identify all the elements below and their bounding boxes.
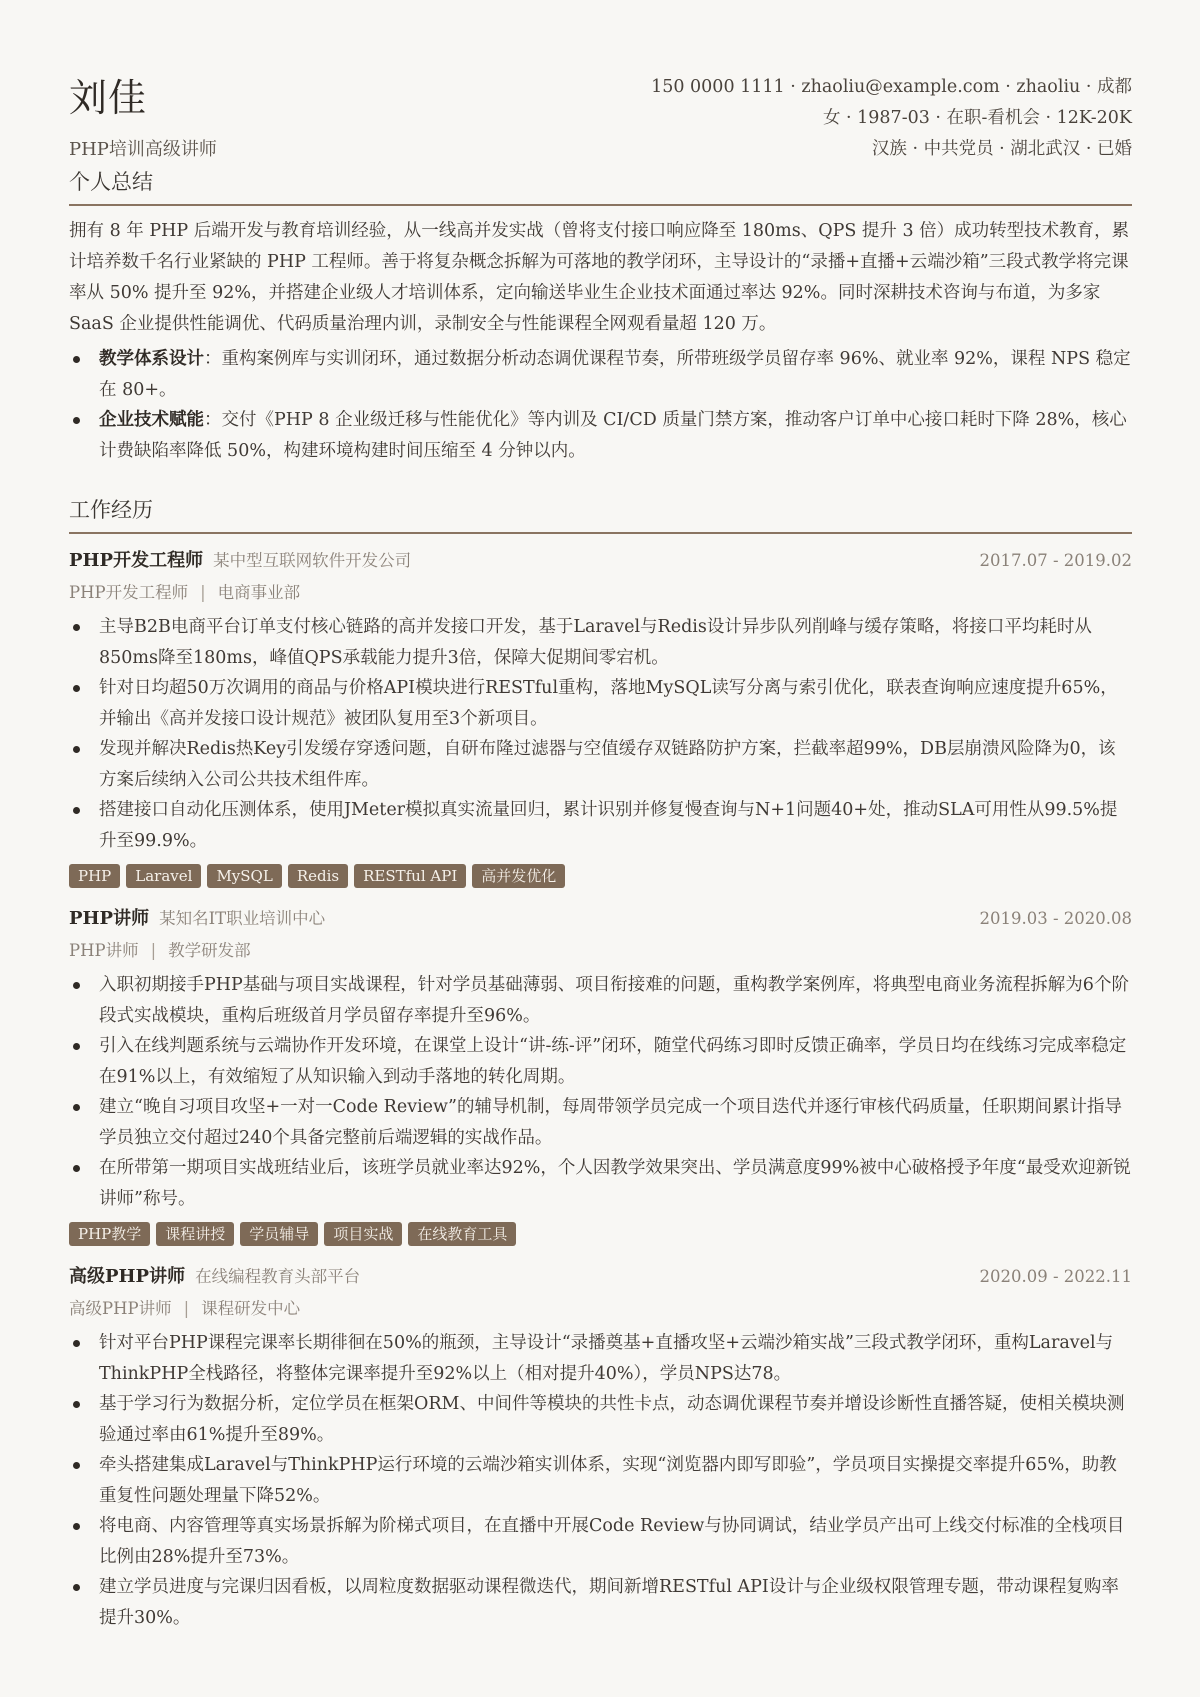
- separator: |: [200, 583, 206, 602]
- job-entry: [69, 1260, 1132, 1633]
- skill-tag: PHP教学: [69, 1222, 150, 1246]
- job-bullets: [69, 970, 1132, 1214]
- job-subline: [69, 578, 1132, 608]
- job-bullets: [69, 612, 1132, 856]
- list-item: 针对日均超50万次调用的商品与价格API模块进行RESTful重构，落地MySQL读写分离与索引优化，联表查询响应速度提升65%，并输出《高并发接口设计规范》被团队复用至3个新项目。: [69, 673, 1132, 734]
- separator: |: [183, 1299, 190, 1318]
- job-date: 2017.07 - 2019.02: [979, 551, 1132, 570]
- job-date: 2020.09 - 2022.11: [979, 1267, 1132, 1286]
- skill-tag: 学员辅导: [240, 1222, 318, 1246]
- skill-tag: PHP: [69, 864, 120, 888]
- contact-line: 汉族 · 中共党员 · 湖北武汉 · 已婚: [871, 139, 1132, 159]
- list-item: [69, 344, 1132, 405]
- list-item: 搭建接口自动化压测体系，使用JMeter模拟真实流量回归，累计识别并修复慢查询与N+1问题40+处，推动SLA可用性从99.5%提升至99.9%。: [69, 795, 1132, 856]
- bullet-text: ：交付《PHP 8 企业级迁移与性能优化》等内训及 CI/CD 质量门禁方案，推动客户订单中心接口耗时下降 28%，核心计费缺陷率降低 50%，构建环境构建时间压缩至 4 分钟以内。: [99, 410, 1127, 461]
- job-heading: [69, 902, 325, 936]
- list-item: 针对平台PHP课程完课率长期徘徊在50%的瓶颈，主导设计“录播奠基+直播攻坚+云端沙箱实战”三段式教学闭环，重构Laravel与ThinkPHP全栈路径，将整体完课率提升至92%以上（相对提升40%），学员NPS达78。: [69, 1328, 1132, 1389]
- skill-tag: 项目实战: [324, 1222, 402, 1246]
- list-item: 建立学员进度与完课归因看板，以周粒度数据驱动课程微迭代，期间新增RESTful API设计与企业级权限管理专题，带动课程复购率提升30%。: [69, 1572, 1132, 1633]
- bullet-label: 教学体系设计: [99, 349, 204, 369]
- job-department: 课程研发中心: [201, 1299, 301, 1318]
- skill-tags: [69, 1222, 1132, 1246]
- job-position: 高级PHP讲师: [69, 1299, 172, 1318]
- work-section: [69, 496, 1132, 1633]
- company-name: 在线编程教育头部平台: [195, 1267, 361, 1286]
- list-item: 建立“晚自习项目攻坚+一对一Code Review”的辅导机制，每周带领学员完成一个项目迭代并逐行审核代码质量，任职期间累计指导学员独立交付超过240个具备完整前后端逻辑的实战作品。: [69, 1092, 1132, 1153]
- job-subline: [69, 1294, 1132, 1324]
- contact-line: 女 · 1987-03 · 在职-看机会 · 12K-20K: [822, 108, 1132, 128]
- job-header: [69, 544, 1132, 578]
- job-entry: [69, 902, 1132, 1246]
- job-header: [69, 1260, 1132, 1294]
- list-item: 入职初期接手PHP基础与项目实战课程，针对学员基础薄弱、项目衔接难的问题，重构教学案例库，将典型电商业务流程拆解为6个阶段式实战模块，重构后班级首月学员留存率提升至96%。: [69, 970, 1132, 1031]
- skill-tag: 高并发优化: [472, 864, 565, 888]
- job-position: PHP开发工程师: [69, 583, 189, 602]
- list-item: 引入在线判题系统与云端协作开发环境，在课堂上设计“讲-练-评”闭环，随堂代码练习即时反馈正确率，学员日均在线练习完成率稳定在91%以上，有效缩短了从知识输入到动手落地的转化周期。: [69, 1031, 1132, 1092]
- section-heading: 工作经历: [69, 496, 1132, 534]
- skill-tag: RESTful API: [354, 864, 466, 888]
- contact-line: 150 0000 1111 · zhaoliu@example.com · zhaoliu · 成都: [651, 77, 1132, 97]
- skill-tag: Laravel: [126, 864, 201, 888]
- company-name: 某中型互联网软件开发公司: [213, 551, 412, 570]
- list-item: 发现并解决Redis热Key引发缓存穿透问题，自研布隆过滤器与空值缓存双链路防护方案，拦截率超99%，DB层崩溃风险降为0，该方案后续纳入公司公共技术组件库。: [69, 734, 1132, 795]
- list-item: [69, 405, 1132, 466]
- candidate-title: PHP培训高级讲师: [69, 139, 217, 160]
- job-heading: [69, 1260, 360, 1294]
- job-heading: [69, 544, 411, 578]
- job-position: PHP讲师: [69, 941, 139, 960]
- job-list: [69, 544, 1132, 1633]
- list-item: 牵头搭建集成Laravel与ThinkPHP运行环境的云端沙箱实训体系，实现“浏览器内即写即验”，学员项目实操提交率提升65%，助教重复性问题处理量下降52%。: [69, 1450, 1132, 1511]
- summary-paragraph: 拥有 8 年 PHP 后端开发与教育培训经验，从一线高并发实战（曾将支付接口响应降至 180ms、QPS 提升 3 倍）成功转型技术教育，累计培养数千名行业紧缺的 PHP 工程师。善于将复杂概念拆解为可落地的教学闭环，主导设计的“录播+直播+云端沙箱”三段式教学将完课率从 50% 提升至 92%，并搭建企业级人才培训体系，定向输送毕业生企业技术面通过率达 92%。同时深耕技术咨询与布道，为多家 SaaS 企业提供性能调优、代码质量治理内训，录制安全与性能课程全网观看量超 120 万。: [69, 221, 1130, 334]
- job-role: PHP开发工程师: [69, 550, 204, 571]
- bullet-text: ：重构案例库与实训闭环，通过数据分析动态调优课程节奏，所带班级学员留存率 96%、就业率 92%，课程 NPS 稳定在 80+。: [99, 349, 1131, 400]
- skill-tag: 在线教育工具: [408, 1222, 516, 1246]
- job-department: 教学研发部: [168, 941, 251, 960]
- list-item: 将电商、内容管理等真实场景拆解为阶梯式项目，在直播中开展Code Review与协同调试，结业学员产出可上线交付标准的全栈项目比例由28%提升至73%。: [69, 1511, 1132, 1572]
- job-header: [69, 902, 1132, 936]
- job-bullets: [69, 1328, 1132, 1633]
- resume-header: [69, 72, 1132, 168]
- bullet-label: 企业技术赋能: [99, 410, 204, 430]
- company-name: 某知名IT职业培训中心: [159, 909, 326, 928]
- resume-page: [69, 72, 1132, 1633]
- summary-bullets: [69, 344, 1132, 466]
- skill-tags: [69, 864, 1132, 888]
- job-department: 电商事业部: [217, 583, 301, 602]
- list-item: 在所带第一期项目实战班结业后，该班学员就业率达92%，个人因教学效果突出、学员满意度99%被中心破格授予年度“最受欢迎新锐讲师”称号。: [69, 1153, 1132, 1214]
- job-role: PHP讲师: [69, 908, 150, 929]
- skill-tag: Redis: [288, 864, 348, 888]
- job-date: 2019.03 - 2020.08: [979, 909, 1132, 928]
- job-role: 高级PHP讲师: [69, 1266, 186, 1287]
- summary-section: [69, 168, 1132, 466]
- skill-tag: MySQL: [207, 864, 281, 888]
- job-subline: [69, 936, 1132, 966]
- contact-info: [651, 72, 1132, 165]
- separator: |: [150, 941, 157, 960]
- job-entry: [69, 544, 1132, 888]
- list-item: 主导B2B电商平台订单支付核心链路的高并发接口开发，基于Laravel与Redis设计异步队列削峰与缓存策略，将接口平均耗时从850ms降至180ms，峰值QPS承载能力提升3倍，保障大促期间零宕机。: [69, 612, 1132, 673]
- skill-tag: 课程讲授: [156, 1222, 234, 1246]
- candidate-name: 刘佳: [69, 76, 148, 120]
- section-heading: 个人总结: [69, 168, 1132, 206]
- list-item: 基于学习行为数据分析，定位学员在框架ORM、中间件等模块的共性卡点，动态调优课程节奏并增设诊断性直播答疑，使相关模块测验通过率由61%提升至89%。: [69, 1389, 1132, 1450]
